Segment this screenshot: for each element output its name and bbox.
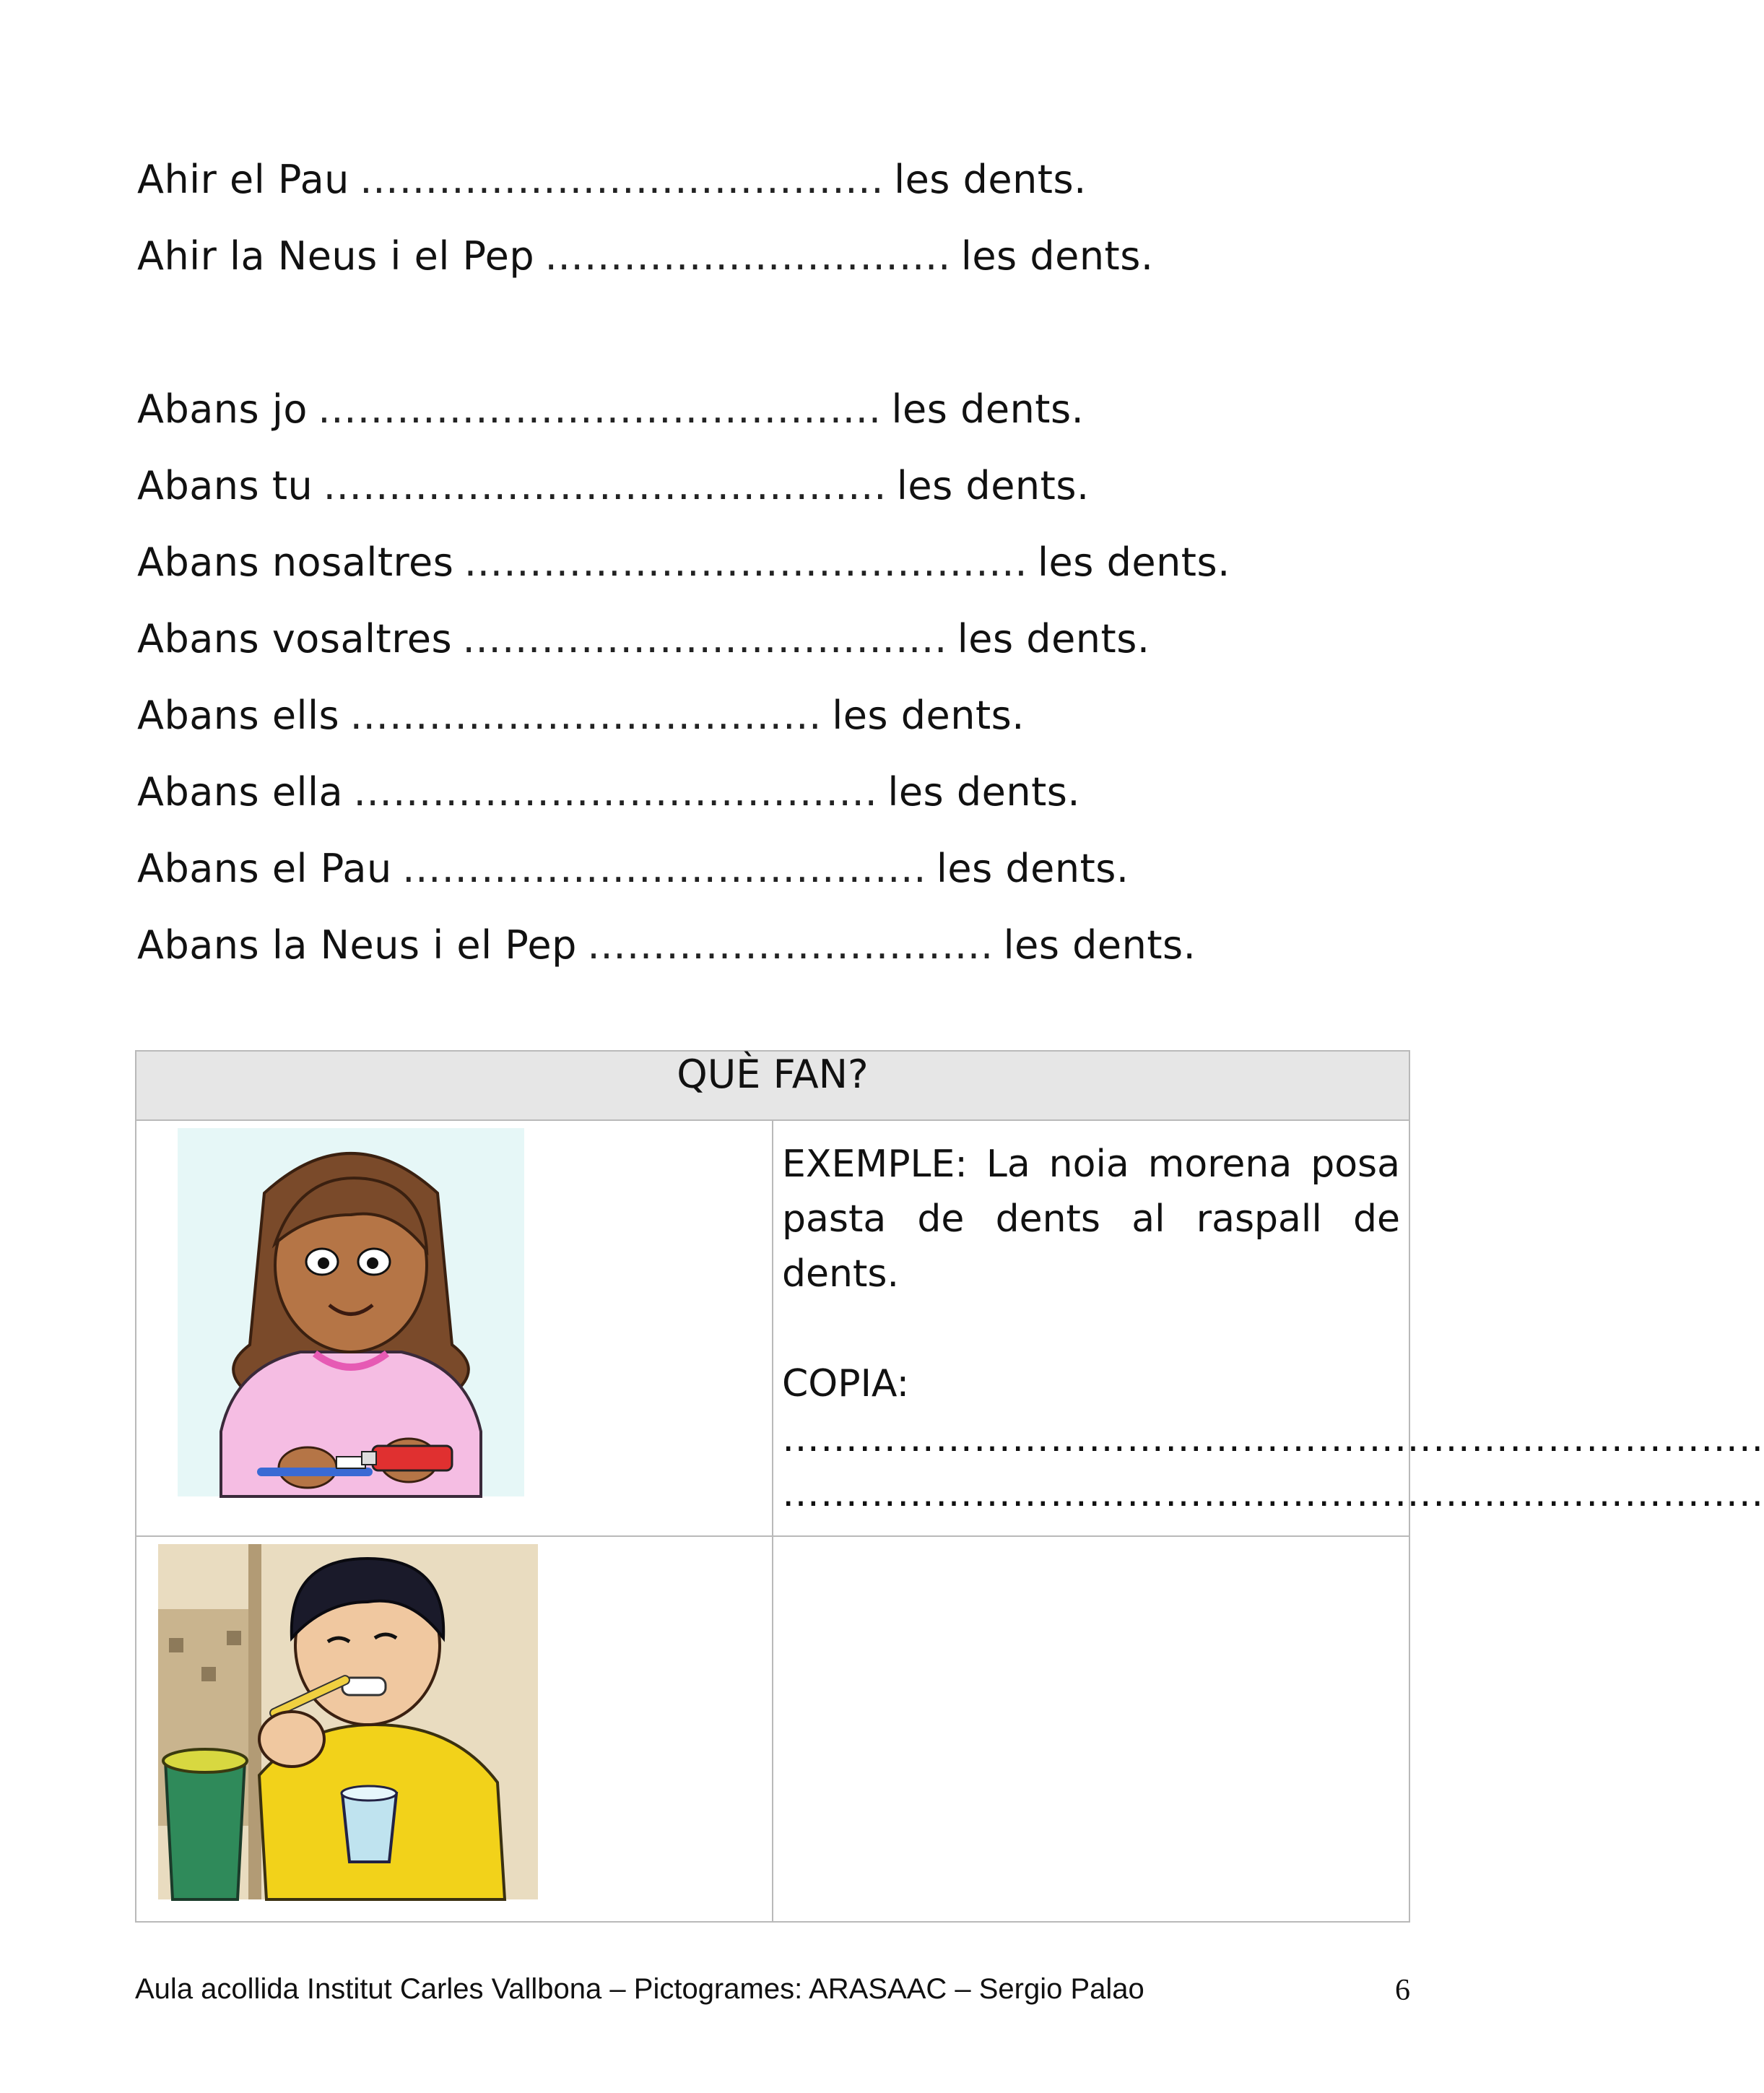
sentence-end: les dents.	[896, 463, 1090, 508]
sentence-subject: Abans ella	[137, 769, 344, 815]
boy-brushing-teeth-illustration	[158, 1544, 538, 1899]
image-cell	[136, 1536, 773, 1922]
answer-blank[interactable]: ………………………….	[586, 922, 994, 968]
sentence-subject: Abans tu	[137, 463, 313, 508]
image-cell	[136, 1120, 773, 1536]
sentence-subject: Abans vosaltres	[137, 616, 453, 662]
sentence-subject: Abans jo	[137, 386, 308, 432]
sentence-line	[137, 524, 1365, 601]
sentence-line	[137, 907, 1365, 984]
sentence-end: les dents.	[1038, 540, 1230, 585]
sentence-line	[137, 754, 1365, 831]
sentence-subject: Abans nosaltres	[137, 540, 454, 585]
page-number: 6	[1395, 1974, 1410, 2007]
answer-blank[interactable]: ……………………………….	[462, 616, 947, 662]
sentence-list	[137, 142, 1365, 984]
sentence-end: les dents.	[957, 616, 1150, 662]
sentence-end: les dents.	[936, 846, 1129, 891]
exercise-table	[135, 1050, 1764, 1923]
sentence-line	[137, 677, 1365, 754]
sentence-end: les dents.	[887, 769, 1081, 815]
table-header: QUÈ FAN?	[136, 1051, 1409, 1120]
sentence-subject: Ahir la Neus i el Pep	[137, 233, 535, 279]
answer-blank[interactable]: ………………………………	[349, 693, 822, 738]
sentence-line	[137, 831, 1365, 907]
example-text: EXEMPLE: La noia morena posa pasta de dents al raspall de dents.	[782, 1143, 1400, 1296]
copy-answer-line[interactable]: …………………………………………………………………..	[782, 1417, 1764, 1460]
answer-cell[interactable]	[773, 1536, 1409, 1922]
sentence-end: les dents.	[832, 693, 1025, 738]
answer-blank[interactable]: …………………………………….	[323, 463, 887, 508]
sentence-subject: Ahir el Pau	[137, 157, 349, 202]
sentence-subject: Abans el Pau	[137, 846, 392, 891]
sentence-line	[137, 448, 1365, 524]
answer-blank[interactable]: …………………………………….	[464, 540, 1028, 585]
copy-label: COPIA:	[782, 1362, 910, 1405]
sentence-line	[137, 218, 1365, 295]
sentence-line	[137, 601, 1365, 677]
girl-brushing-teeth-illustration	[178, 1128, 524, 1496]
answer-blank[interactable]: ………………………………….	[353, 769, 878, 815]
sentence-line	[137, 142, 1365, 218]
sentence-subject: Abans ells	[137, 693, 340, 738]
sentence-end: les dents.	[1003, 922, 1196, 968]
sentence-end: les dents.	[894, 157, 1087, 202]
sentence-end: les dents.	[960, 233, 1154, 279]
answer-blank[interactable]: …………………………………….	[317, 386, 882, 432]
sentence-end: les dents.	[891, 386, 1085, 432]
answer-blank[interactable]: ………………………………….	[359, 157, 885, 202]
page-footer	[135, 1973, 1410, 2006]
answer-blank[interactable]: ………………………………….	[401, 846, 926, 891]
footer-credit: Aula acollida Institut Carles Vallbona – Pictogrames: ARASAAC – Sergio Palao	[135, 1973, 1144, 2005]
sentence-line	[137, 371, 1365, 448]
answer-blank[interactable]: ………………………….	[544, 233, 951, 279]
sentence-subject: Abans la Neus i el Pep	[137, 922, 577, 968]
text-cell	[773, 1120, 1764, 1536]
copy-answer-line[interactable]: …………………………………………………………………..	[782, 1472, 1764, 1515]
